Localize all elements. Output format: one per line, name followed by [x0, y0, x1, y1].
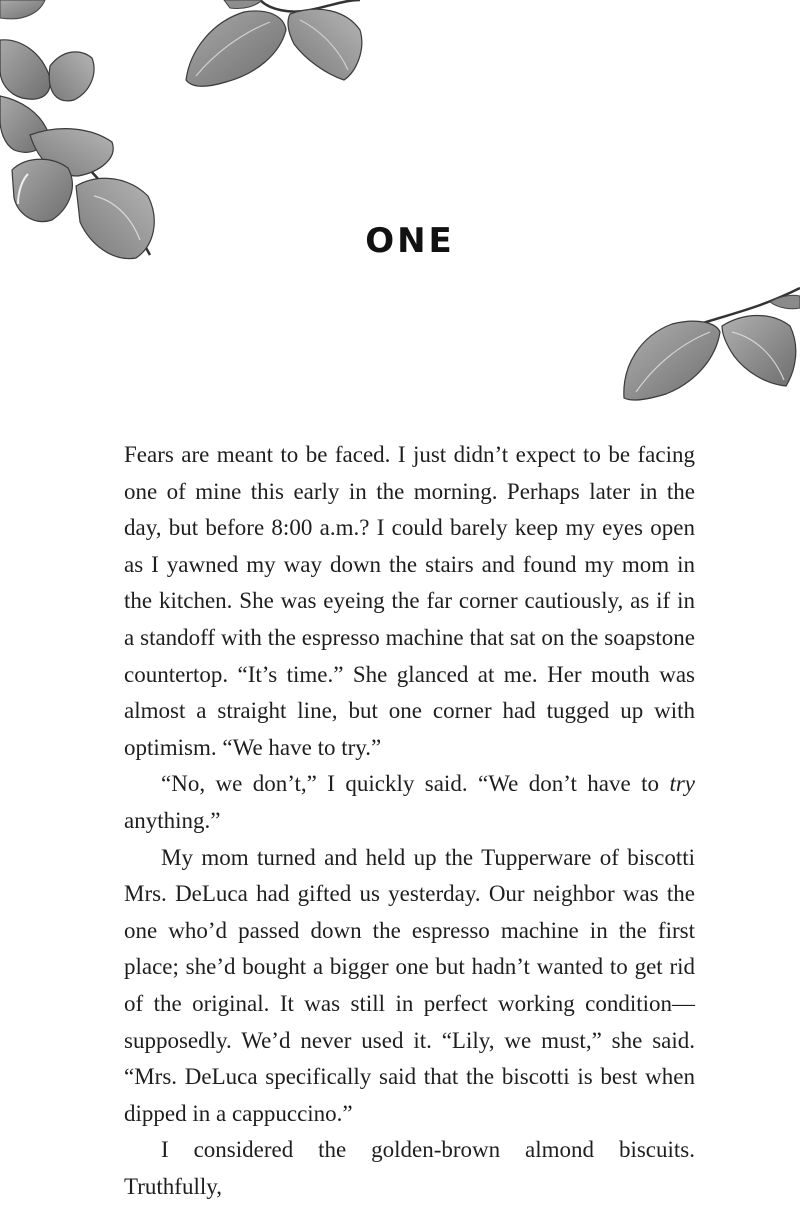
paragraph-2-end: anything.” [124, 807, 221, 833]
paragraph-1: Fears are meant to be faced. I just didn’t expect to be facing one of mine this early in the morning. Perhaps later in the day, but before 8:00 a.m.? I could barely keep my eyes open as I yawned my way down the stairs and found my mom in the kitchen. She was eyeing the far corner cautiously, as if in a standoff with the espresso machine that sat on the soapstone countertop. “It’s time.” She glanced at me. Her mouth was almost a straight line, but one corner had tugged up with optimism. “We have to try.” [124, 442, 695, 760]
paragraph-3: My mom turned and held up the Tupperware of biscotti Mrs. DeLuca had gifted us yesterday. Our neighbor was the one who’d passed down the espresso machine in the first place; she’d bought a bigger one but hadn’t wanted to get rid of the original. It was still in perfect working condition—supposedly. We’d never used it. “Lily, we must,” she said. “Mrs. DeLuca specifically said that the biscotti is best when dipped in a cappuccino.” [124, 844, 695, 1126]
chapter-body-text [124, 437, 695, 1205]
leaf-branch-right-illustration [600, 280, 800, 410]
paragraph-2-italic: try [669, 771, 695, 797]
paragraph-2-start: “No, we don’t,” I quickly said. “We don’t have to [161, 771, 670, 797]
paragraph-2 [124, 766, 695, 839]
paragraph-4: I considered the golden-brown almond biscuits. Truthfully, [124, 1137, 695, 1199]
chapter-title: ONE [365, 221, 455, 261]
